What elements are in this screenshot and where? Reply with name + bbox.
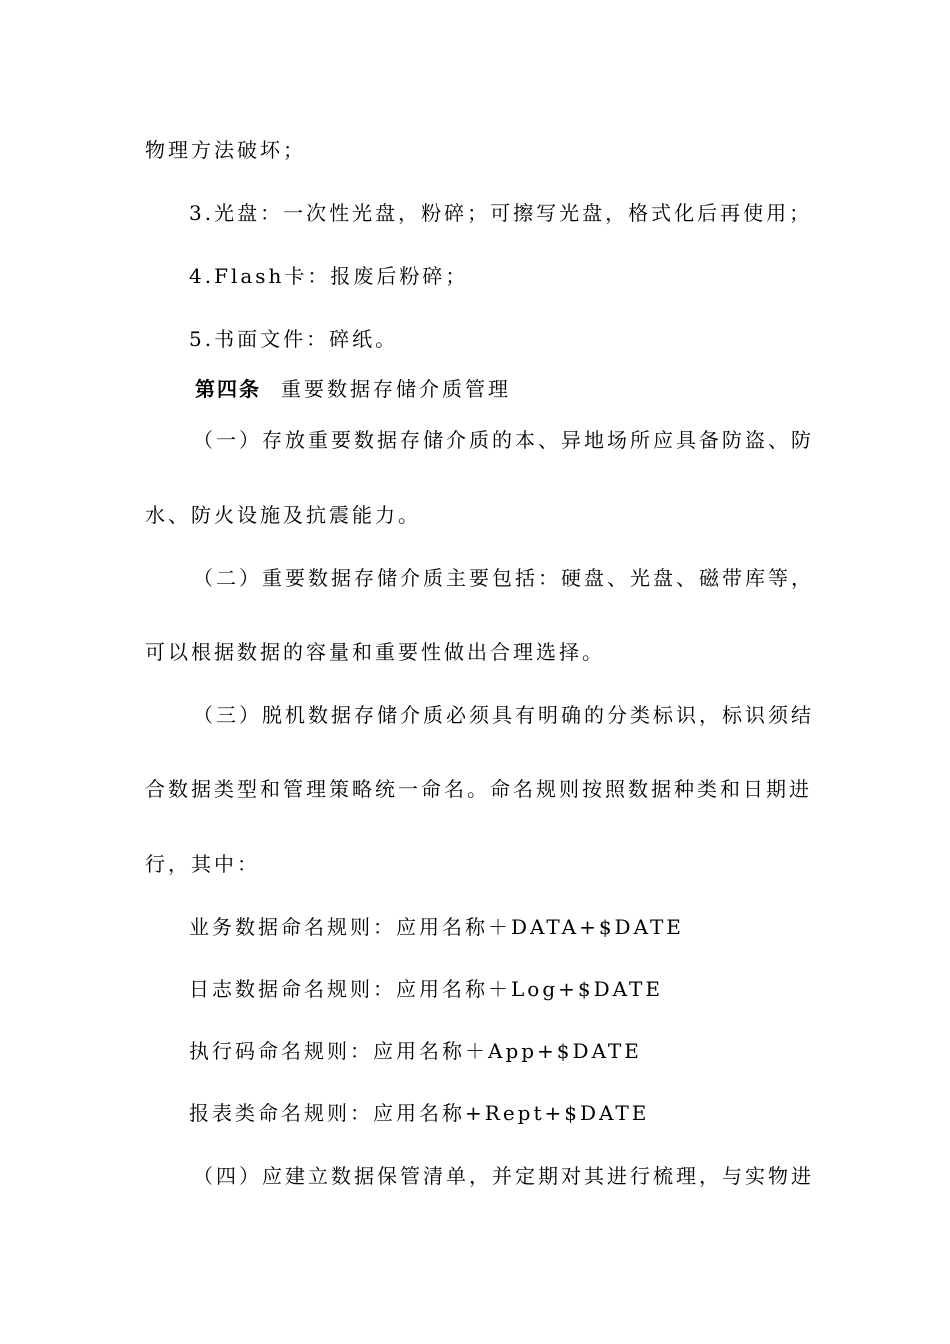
text-line-14: 执行码命名规则：应用名称＋App+$DATE <box>189 1039 642 1063</box>
section-heading <box>195 375 860 403</box>
text-line-10: 合数据类型和管理策略统一命名。命名规则按照数据种类和日期进 <box>145 777 812 801</box>
text-line-3: 4.Flash卡：报废后粉碎； <box>189 264 469 288</box>
section-heading-title: 重要数据存储介质管理 <box>281 377 511 401</box>
text-line-2: 3.光盘：一次性光盘，粉碎；可擦写光盘，格式化后再使用； <box>189 201 813 225</box>
text-line-9: （三）脱机数据存储介质必须具有明确的分类标识，标识须结 <box>193 703 814 727</box>
text-line-8: 可以根据数据的容量和重要性做出合理选择。 <box>145 640 605 664</box>
section-heading-label: 第四条 <box>195 377 261 401</box>
text-line-12: 业务数据命名规则：应用名称＋DATA+$DATE <box>189 915 684 939</box>
text-line-15: 报表类命名规则：应用名称+Rept+$DATE <box>189 1101 650 1125</box>
text-line-1: 物理方法破坏； <box>145 138 306 162</box>
text-line-4: 5.书面文件：碎纸。 <box>189 327 399 351</box>
text-line-11: 行，其中： <box>145 852 260 876</box>
text-line-5: （一）存放重要数据存储介质的本、异地场所应具备防盗、防 <box>193 428 814 452</box>
text-line-13: 日志数据命名规则：应用名称＋Log+$DATE <box>189 977 663 1001</box>
text-line-6: 水、防火设施及抗震能力。 <box>145 503 421 527</box>
text-line-16: （四）应建立数据保管清单，并定期对其进行梳理，与实物进 <box>193 1164 814 1188</box>
text-line-7: （二）重要数据存储介质主要包括：硬盘、光盘、磁带库等， <box>193 566 814 590</box>
